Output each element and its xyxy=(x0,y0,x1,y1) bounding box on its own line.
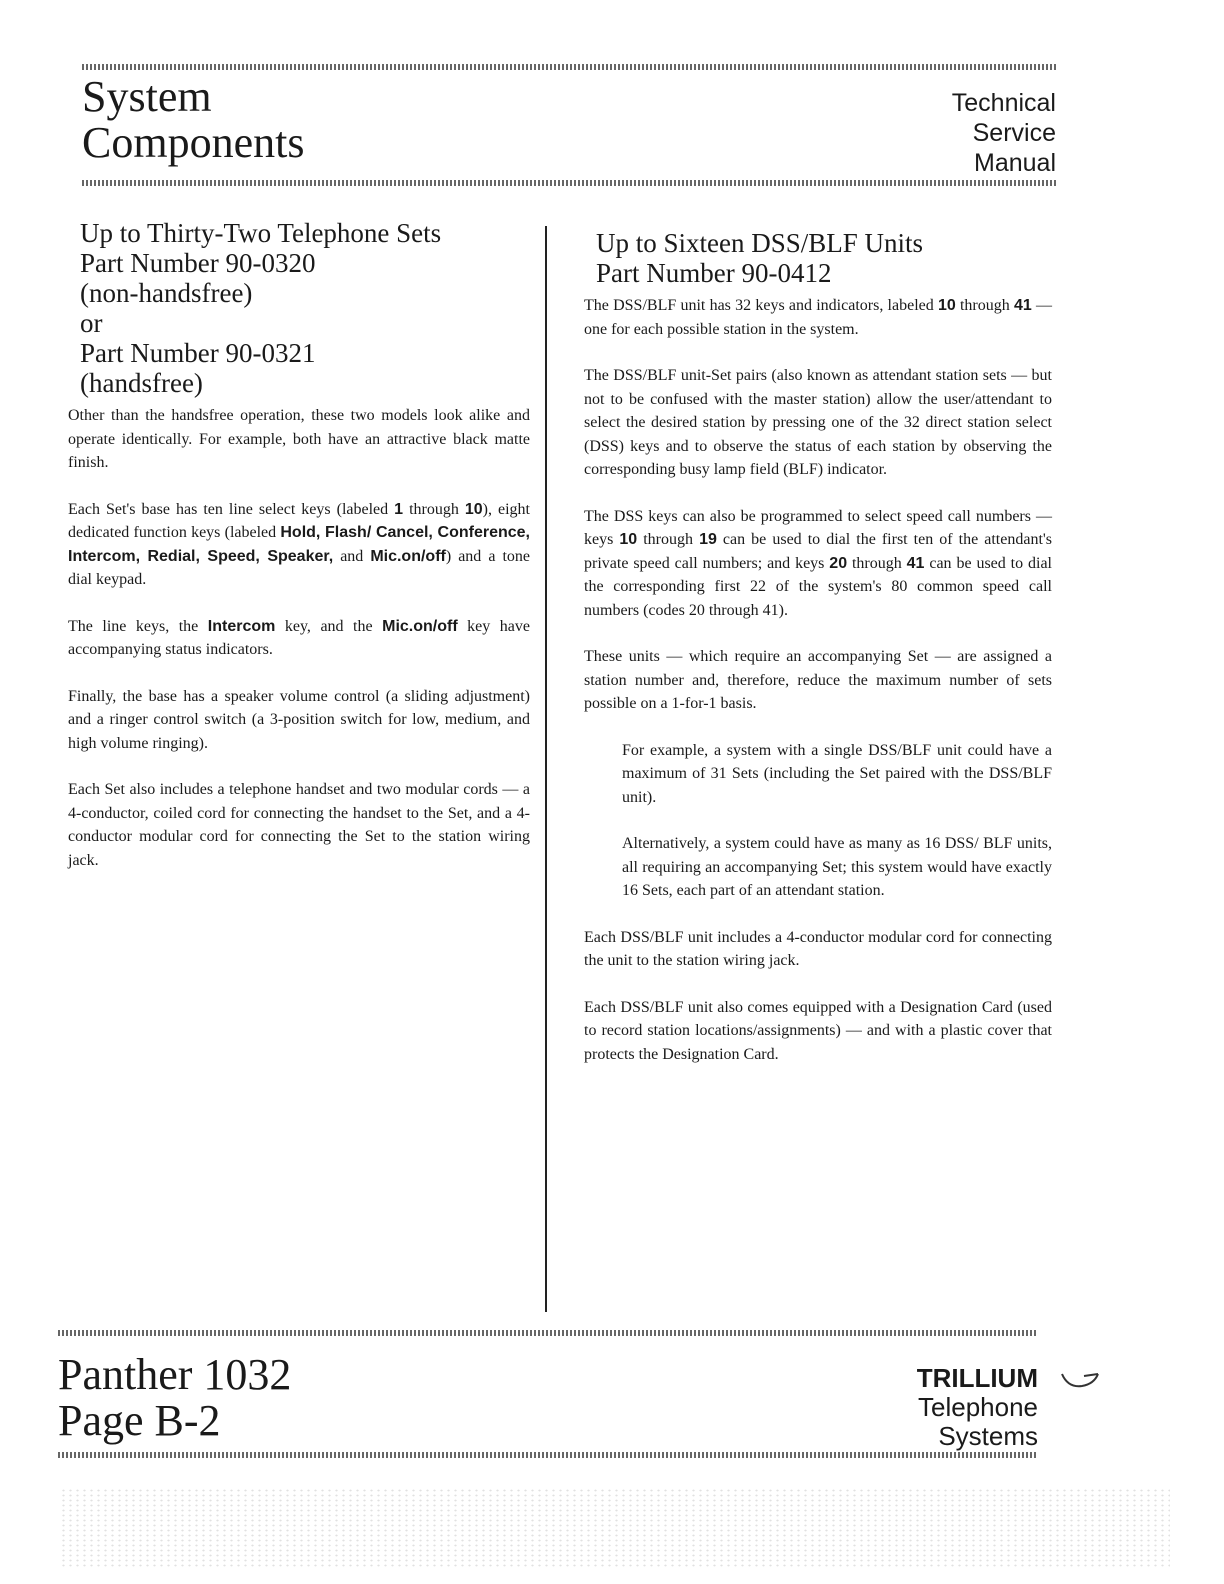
paragraph-designation-card: Each DSS/BLF unit also comes equipped with a Designation Card (used to record station locations/assignments) — and with a plastic cover that protects the Designation Card. xyxy=(584,998,1052,1063)
heading-line: Part Number 90-0320 xyxy=(80,248,316,278)
key-label: 41 xyxy=(1013,297,1032,314)
paragraph-example: For example, a system with a single DSS/BLF unit could have a maximum of 31 Sets (including the Set paired with the DSS/BLF unit). xyxy=(622,741,1052,806)
heading-line: Part Number 90-0412 xyxy=(596,258,832,288)
paragraph-status-indicators xyxy=(68,615,530,662)
paragraph-models-alike: Other than the handsfree operation, these two models look alike and operate identically. For example, both have an attractive black matte finish. xyxy=(68,407,530,471)
manual-label-line-2: Service xyxy=(972,119,1056,147)
text: The DSS/BLF unit has 32 keys and indicators, labeled xyxy=(584,297,938,314)
key-label: 1 xyxy=(394,500,404,518)
key-label: Hold, Flash/ Cancel, Conference, Intercom, Redial, Speed, Speaker, xyxy=(68,524,530,565)
text: through xyxy=(847,554,907,572)
heading-line: Up to Thirty-Two Telephone Sets xyxy=(80,218,442,248)
heading-line: or xyxy=(80,308,103,338)
section-title-line-2: Components xyxy=(82,118,305,167)
brand-logo-mark-icon xyxy=(1058,1368,1102,1392)
paragraph-alternatively: Alternatively, a system could have as many as 16 DSS/ BLF units, all requiring an accompanying Set; this system would have exactly 16 Sets, each part of an attendant station. xyxy=(622,835,1052,899)
text: can be used to dial the corresponding first 22 of the system's 80 common speed call numbers (codes 20 through 41). xyxy=(584,554,1052,619)
paragraph-station-number: These units — which require an accompanying Set — are assigned a station number and, therefore, reduce the maximum number of sets possible on a 1-for-1 basis. xyxy=(584,648,1052,712)
company-brand xyxy=(917,1364,1038,1451)
telephone-sets-heading xyxy=(68,218,530,398)
text: through xyxy=(403,500,465,518)
heading-line: (non-handsfree) xyxy=(80,278,253,308)
footer-dotted-rule-top xyxy=(58,1330,1038,1336)
text: Each Set's base has ten line select keys (labeled xyxy=(68,500,395,518)
left-column xyxy=(68,218,530,895)
paragraph-handset-cords: Each Set also includes a telephone handset and two modular cords — a 4-conductor, coiled cord for connecting the handset to the Set, and a 4-conductor modular cord for connecting the Set to the station wiring jack. xyxy=(68,781,530,869)
text: and xyxy=(333,547,371,565)
text: key, and the xyxy=(275,617,383,635)
key-label: 10 xyxy=(464,500,483,518)
text: ), eight dedicated function keys (labeled xyxy=(68,500,530,541)
brand-line-2: Telephone xyxy=(918,1392,1038,1422)
key-label: 41 xyxy=(906,554,925,572)
paragraph-volume-controls: Finally, the base has a speaker volume control (a sliding adjustment) and a ringer control switch (a 3-position switch for low, medium, and high volume ringing). xyxy=(68,687,530,752)
text: ) and a tone dial keypad. xyxy=(68,547,530,588)
text: — one for each possible station in the system. xyxy=(584,297,1053,338)
section-title xyxy=(82,74,304,166)
text: through xyxy=(955,297,1014,314)
section-title-line-1: System xyxy=(82,72,212,121)
text: can be used to dial the first ten of the attendant's private speed call numbers; and keys xyxy=(584,531,1053,572)
right-column xyxy=(584,228,1052,1089)
product-page-label xyxy=(58,1352,291,1444)
heading-line: Part Number 90-0321 xyxy=(80,338,316,368)
paragraph-dss-keys xyxy=(584,294,1052,341)
paragraph-unit-set-pairs: The DSS/BLF unit-Set pairs (also known as attendant station sets — but not to be confused with the master station) allow the user/attendant to select the desired station by pressing one of the 32 direct station select (DSS) keys and to observe the status of each station by observing the corresponding busy lamp field (BLF) indicator. xyxy=(584,367,1052,478)
text: The DSS keys can also be programmed to select speed call numbers — keys xyxy=(584,507,1052,548)
footer-dotted-rule-bottom xyxy=(58,1452,1038,1458)
key-label: 20 xyxy=(829,554,848,572)
scan-noise xyxy=(60,1488,1170,1568)
paragraph-base-keys xyxy=(68,498,530,592)
brand-line-3: Systems xyxy=(938,1421,1038,1451)
key-label: Intercom xyxy=(207,617,276,635)
key-label: 10 xyxy=(937,297,956,314)
heading-line: (handsfree) xyxy=(80,368,203,398)
text: key have accompanying status indicators. xyxy=(68,617,530,658)
manual-label-line-1: Technical xyxy=(951,89,1056,117)
product-name: Panther 1032 xyxy=(58,1350,292,1399)
paragraph-modular-cord: Each DSS/BLF unit includes a 4-conductor modular cord for connecting the unit to the station wiring jack. xyxy=(584,928,1052,969)
manual-label-line-3: Manual xyxy=(974,149,1056,177)
brand-name: TRILLIUM xyxy=(916,1363,1038,1393)
heading-line: Up to Sixteen DSS/BLF Units xyxy=(596,228,924,258)
key-label: Mic.on/off xyxy=(370,547,446,565)
text: The line keys, the xyxy=(68,617,208,635)
key-label: 10 xyxy=(619,531,638,548)
header-dotted-rule xyxy=(82,180,1056,186)
key-label: 19 xyxy=(699,531,717,548)
page-number: Page B-2 xyxy=(58,1396,221,1445)
top-dotted-rule xyxy=(82,64,1056,70)
key-label: Mic.on/off xyxy=(382,617,458,635)
manual-label xyxy=(952,88,1056,178)
dss-blf-heading xyxy=(584,228,1052,288)
text: through xyxy=(637,531,700,548)
paragraph-speed-call xyxy=(584,505,1052,623)
column-divider xyxy=(545,226,547,1312)
